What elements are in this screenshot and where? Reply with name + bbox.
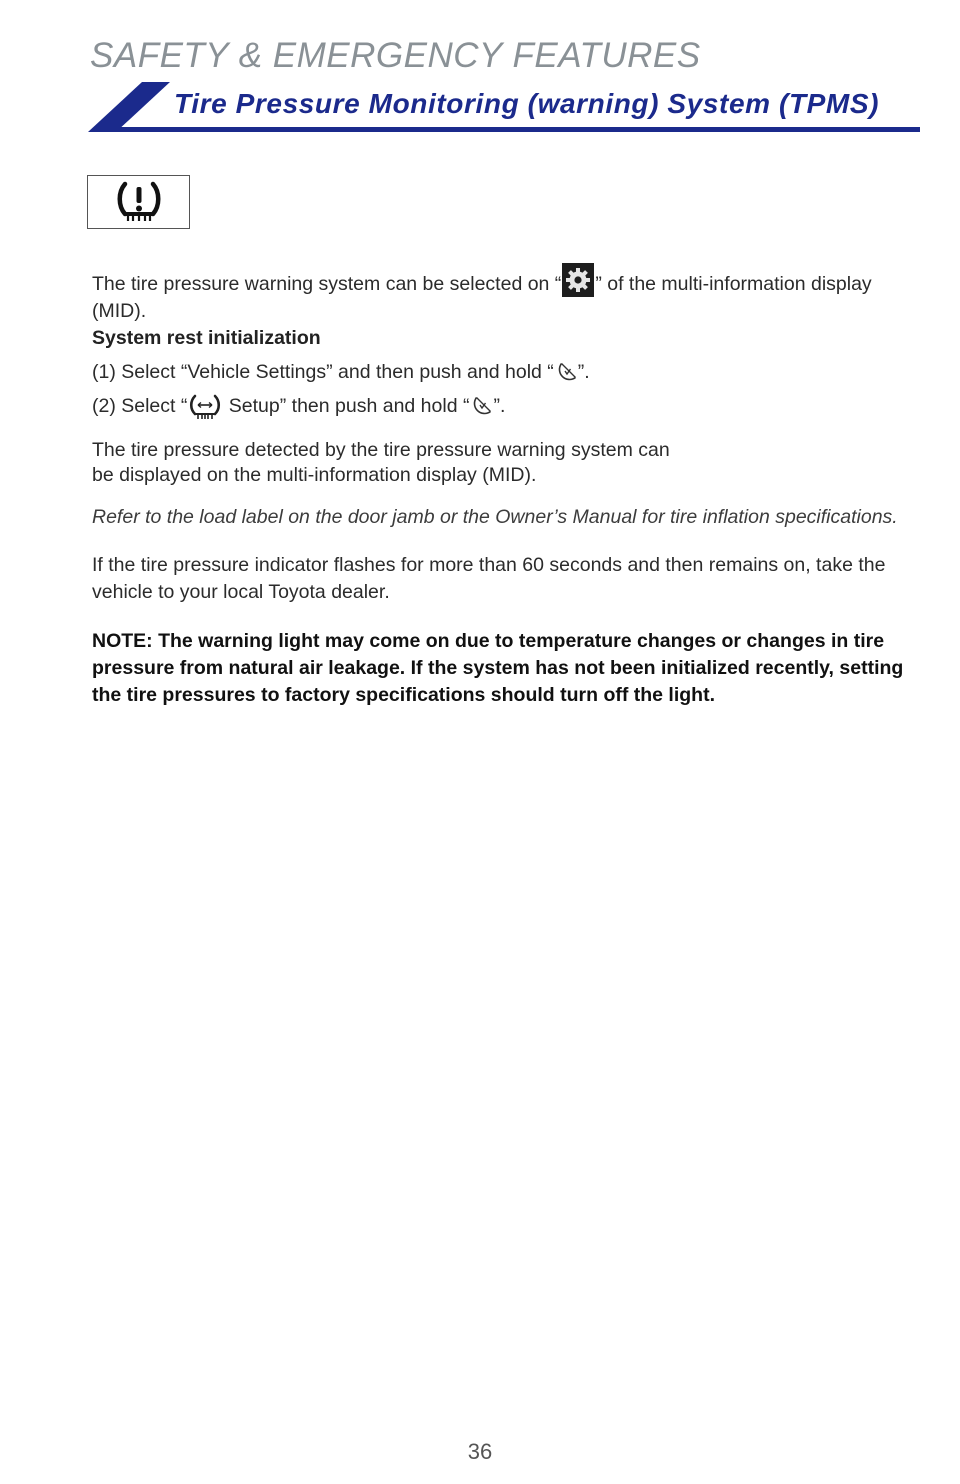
- refer-paragraph: Refer to the load label on the door jamb or the Owner’s Manual for tire inflation specifications.: [92, 506, 898, 528]
- gear-icon: [562, 263, 594, 297]
- section-title: SAFETY & EMERGENCY FEATURES: [90, 36, 701, 75]
- page-number: 36: [467, 1439, 493, 1464]
- note-paragraph: NOTE: The warning light may come on due to temperature changes or changes in tire pressure from natural air leakage. If the system has not been initialized recently, setting the tire pressures to factory specifications should turn off the light.: [92, 630, 904, 706]
- ok-check-icon: [469, 395, 493, 419]
- tpms-warning-indicator: [87, 175, 190, 229]
- step-1: (1) Select “Vehicle Settings” and then push and hold “ ”.: [92, 361, 590, 383]
- detected-paragraph: The tire pressure detected by the tire pressure warning system can be displayed on the multi-information display (MID).: [92, 439, 670, 486]
- flash-paragraph: If the tire pressure indicator flashes for more than 60 seconds and then remains on, take the vehicle to your local Toyota dealer.: [92, 554, 886, 603]
- intro-paragraph: The tire pressure warning system can be selected on “ ” of the multi-information display (MID).: [92, 263, 922, 325]
- title-banner: [88, 82, 920, 132]
- content: [92, 263, 922, 709]
- init-heading: System rest initialization: [92, 327, 321, 349]
- ok-check-icon: [554, 361, 578, 385]
- step-2: (2) Select “ Setup” then push and hold “ ”.: [92, 393, 922, 421]
- tire-pressure-icon: [187, 393, 223, 421]
- tpms-warning-icon: [113, 178, 165, 226]
- banner-title: Tire Pressure Monitoring (warning) System (TPMS): [174, 88, 880, 119]
